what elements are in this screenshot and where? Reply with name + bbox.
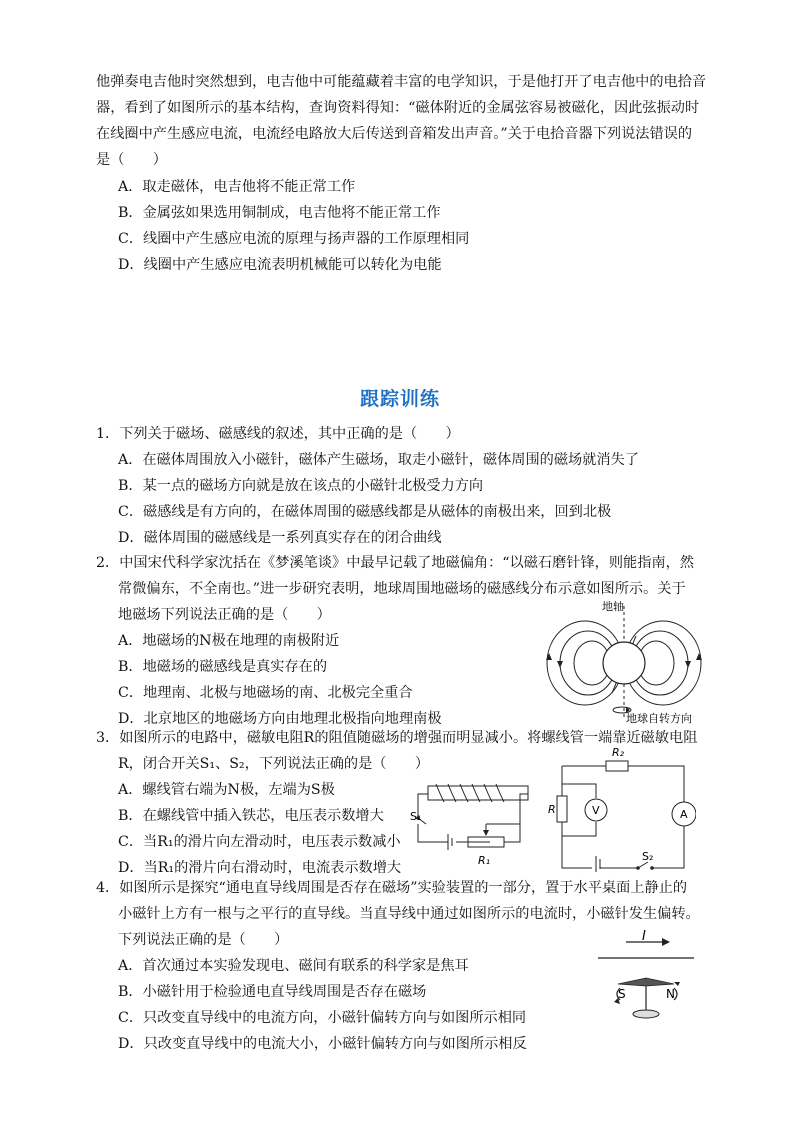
intro-option-c: C．线圈中产生感应电流的原理与扬声器的工作原理相同 <box>118 231 470 247</box>
q4-stem-1: 4．如图所示是探究“通电直导线周围是否存在磁场”实验装置的一部分，置于水平桌面上静止的 <box>96 880 688 896</box>
voltmeter-label: V <box>592 804 600 817</box>
switch-s1-label: S₁ <box>410 810 422 823</box>
solenoid-circuit-figure <box>408 774 538 874</box>
rheostat-r1-label: R₁ <box>478 854 491 867</box>
q4-option-c: C．只改变直导线中的电流方向，小磁针偏转方向与如图所示相同 <box>118 1010 527 1026</box>
intro-line-2: 器，看到了如图所示的基本结构，查询资料得知：“磁体附近的金属弦容易被磁化，因此弦振动时 <box>96 100 700 116</box>
intro-option-b: B．金属弦如果选用铜制成，电吉他将不能正常工作 <box>118 205 441 221</box>
sensor-circuit-figure <box>548 744 696 874</box>
q4-option-a: A．首次通过本实验发现电、磁间有联系的科学家是焦耳 <box>118 958 469 974</box>
intro-line-3: 在线圈中产生感应电流，电流经电路放大后传送到音箱发出声音。”关于电拾音器下列说法错误的 <box>96 126 693 142</box>
section-title: 跟踪训练 <box>359 388 440 410</box>
switch-s2-label: S₂ <box>642 850 654 863</box>
wire-compass-figure <box>594 928 698 1026</box>
q2-stem-2: 常微偏东，不全南也。”进一步研究表明，地球周围地磁场的磁感线分布示意如图所示。关于 <box>118 581 686 597</box>
resistor-r2-label: R₂ <box>612 746 625 759</box>
ammeter-label: A <box>680 808 688 821</box>
q4-stem-3: 下列说法正确的是（ ） <box>118 932 289 948</box>
q4-stem-2: 小磁针上方有一根与之平行的直导线。当直导线中通过如图所示的电流时，小磁针发生偏转。 <box>118 906 700 922</box>
q3-stem-1: 3．如图所示的电路中，磁敏电阻R的阻值随磁场的增强而明显减小。将螺线管一端靠近磁敏电阻 <box>96 730 698 746</box>
q3-option-a: A．螺线管右端为N极，左端为S极 <box>118 782 335 798</box>
earth-magnetic-field-figure <box>540 598 710 728</box>
q3-option-b: B．在螺线管中插入铁芯，电压表示数增大 <box>118 808 384 824</box>
q3-option-c: C．当R₁的滑片向左滑动时，电压表示数减小 <box>118 834 401 850</box>
q3-stem-2: R，闭合开关S₁、S₂，下列说法正确的是（ ） <box>118 756 430 772</box>
intro-option-a: A．取走磁体，电吉他将不能正常工作 <box>118 179 356 195</box>
earth-rotation-label: 地球自转方向 <box>626 712 692 725</box>
q3-option-d: D．当R₁的滑片向右滑动时，电流表示数增大 <box>118 860 402 876</box>
q2-option-b: B．地磁场的磁感线是真实存在的 <box>118 659 328 675</box>
q2-option-c: C．地理南、北极与地磁场的南、北极完全重合 <box>118 685 413 701</box>
q4-option-d: D．只改变直导线中的电流大小，小磁针偏转方向与如图所示相反 <box>118 1036 527 1052</box>
magnetoresistor-r-label: R <box>548 803 556 816</box>
q2-stem-1: 2．中国宋代科学家沈括在《梦溪笔谈》中最早记载了地磁偏角：“以磁石磨针锋，则能指南，然 <box>96 555 694 571</box>
q4-option-b: B．小磁针用于检验通电直导线周围是否存在磁场 <box>118 984 427 1000</box>
needle-north-label: N <box>666 987 675 1001</box>
q2-option-d: D．北京地区的地磁场方向由地理北极指向地理南极 <box>118 711 442 727</box>
q1-stem: 1．下列关于磁场、磁感线的叙述，其中正确的是（ ） <box>96 426 460 442</box>
intro-line-4: 是（ ） <box>96 152 167 168</box>
q2-option-a: A．地磁场的N极在地理的南极附近 <box>118 633 340 649</box>
q1-option-c: C．磁感线是有方向的，在磁体周围的磁感线都是从磁体的南极出来，回到北极 <box>118 504 612 520</box>
q1-option-d: D．磁体周围的磁感线是一系列真实存在的闭合曲线 <box>118 530 442 546</box>
intro-line-1: 他弹奏电吉他时突然想到，电吉他中可能蕴藏着丰富的电学知识，于是他打开了电吉他中的电拾音 <box>96 74 707 90</box>
intro-option-d: D．线圈中产生感应电流表明机械能可以转化为电能 <box>118 257 442 273</box>
current-label: I <box>642 929 646 944</box>
q1-option-a: A．在磁体周围放入小磁针，磁体产生磁场，取走小磁针，磁体周围的磁场就消失了 <box>118 452 639 468</box>
earth-axis-label: 地轴 <box>602 600 624 613</box>
q2-stem-3: 地磁场下列说法正确的是（ ） <box>118 607 331 623</box>
q1-option-b: B．某一点的磁场方向就是放在该点的小磁针北极受力方向 <box>118 478 484 494</box>
needle-south-label: S <box>618 987 626 1001</box>
